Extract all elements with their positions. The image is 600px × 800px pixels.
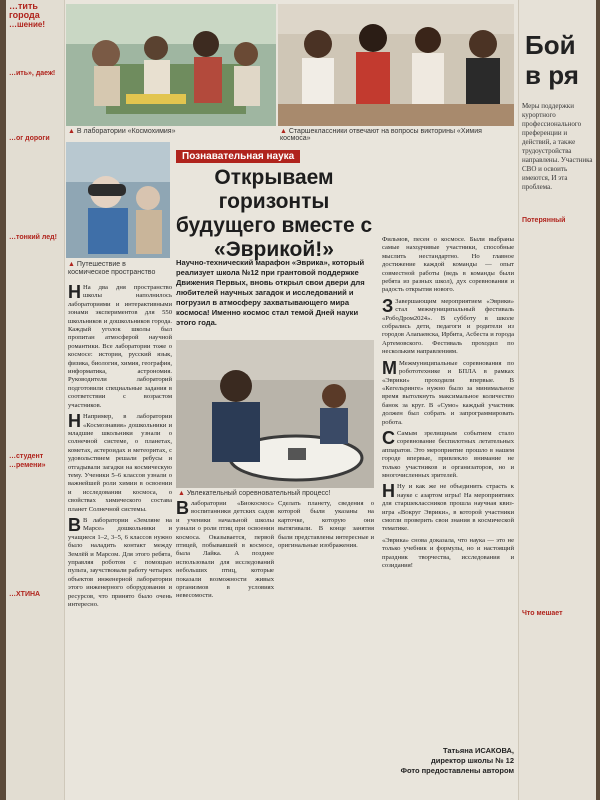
- left-column-red-head: …тонкий лед!: [9, 234, 57, 241]
- rubric-label: Познавательная наука: [176, 150, 300, 163]
- article-column-2: [176, 500, 274, 744]
- article-paragraph: Фильмов, песен о космосе. Были выбраны самые находчивые участники, способные мыслить нестандартно. Но главное достижение каждой команды — опыт совместной работы (ведь в команды были ребята из разных школ), дух соревнования и радость открытия нового.: [382, 236, 514, 294]
- article-lead: Научно-технический марафон «Эврика», который реализует школа №12 при грантовой поддержке Движения Первых, вновь открыл свои двери для любителей научных загадок и исследований и погрузил в атмосферу захватывающего мира космоса! Именно космос стал темой Дней науки этого года.: [176, 258, 365, 327]
- left-column-red-head: …ог дороги: [9, 135, 50, 142]
- photo-quiz-students: [278, 4, 514, 126]
- signature-photo-credit: Фото предоставлены автором: [400, 766, 514, 775]
- photo-space-travel: [66, 142, 170, 258]
- article-paragraph: Сделать планету, сведения о которой были указаны на карточке, которую они вытягивали. В конце занятия были представлены интересные и оригинальные изображения.: [278, 500, 374, 550]
- signature-name: Татьяна ИСАКОВА,: [442, 746, 514, 755]
- right-column: [518, 0, 596, 800]
- article-paragraph: М Межмуниципальные соревнования по робототехнике и БПЛА в рамках «Эврики» проходили впервые. В «Кегельринге» нужно было за минимальное время вытолкнуть максимальное количество банок за круг. В «Сумо» каждый участник должен был собрать и запрограммировать робота.: [382, 357, 514, 426]
- left-column-red-head: …ремени»: [9, 462, 46, 469]
- left-column-text: [9, 29, 61, 69]
- article-paragraph: Н Например, в лаборатории «Космознавия» дошкольники и младшие школьники узнали о солнечной системе, о планетах, кометах, астероидах и метеоритах, с удовольствием решали ребусы и отгадывали загадки на космическую тему. Ученики 5–6 классов узнали о важнейшей роли химии в освоении и исследовании космоса, о свойствах химического состава планет Солнечной системы.: [68, 411, 172, 513]
- article-headline: Открываем горизонты будущего вместе с «Эврикой!»: [175, 166, 373, 261]
- right-column-headline: Бой в ря: [525, 30, 579, 90]
- article-paragraph: С Самым зрелищным событием стало соревнование беспилотных летательных аппаратов. Это мероприятие прошло в нашем городе впервые, привлекло внимание не только участников и организаторов, но и многочисленных зрителей.: [382, 427, 514, 479]
- right-column-red-head: Потерянный: [522, 217, 566, 224]
- left-column-signature: …ХТИНА: [9, 591, 41, 598]
- left-column: [6, 0, 65, 800]
- article-signature: [386, 746, 514, 776]
- photo-cosmochemistry-lab: [66, 4, 276, 126]
- newspaper-page: [6, 0, 596, 800]
- caption-quiz: ▲ Старшеклассники отвечают на вопросы викторины «Химия космоса»: [280, 128, 482, 142]
- article-paragraph: Н Ну и как же не объединить страсть к науке с азартом игры! На мероприятиях для старшеклассников прошла научная квиз-игра «Вокруг Эврики», в которой участники смогли проверить свои знания в космической тематике.: [382, 481, 514, 533]
- caption-space-travel: ▲ Путешествие в космическое пространство: [68, 261, 156, 276]
- left-column-header: …тить города: [9, 1, 40, 20]
- article-column-2-right: [278, 500, 374, 744]
- caption-competition: ▲ Увлекательный соревновательный процесс!: [178, 490, 331, 497]
- left-column-red-head: …студент: [9, 453, 44, 460]
- article-paragraph: Влаборатории «Биокосмос» воспитанники детских садов и ученики начальной школы узнали о роли птиц при освоении космоса. Оказывается, первой птицей, побывавшей в космосе, была Лайка. А позднее использовали для исследований небольших птиц, которые показали возможности живых организмов в условиях невесомости.: [176, 500, 274, 600]
- article-paragraph: «Эврика» снова доказала, что наука — это не только учебник и формулы, но и настоящий праздник творчества, исследования и созидания!: [382, 536, 514, 570]
- left-column-subheader: …шение!: [9, 20, 45, 29]
- article-column-1: [68, 284, 172, 744]
- left-column-red-head: …ить», даеж!: [9, 70, 56, 77]
- right-column-red-head: Что мешает: [522, 610, 563, 617]
- article-paragraph: З Завершающим мероприятием «Эврики» стал межмуниципальный фестиваль «РобоДром2024». В субботу в школе собрались дети, педагоги и родители из городов Алапаевска, Ирбита, Асбеста и города Артемовского. Фестиваль проходил по нескольким направлениям.: [382, 295, 514, 356]
- right-column-body: Меры поддержки курортного профессионального преференции и действий, а также трудоустройства направлены. Участника СВО и освоить имеются, И эта проблема.: [522, 102, 593, 191]
- signature-role: директор школы № 12: [430, 756, 514, 765]
- article-column-3: [382, 236, 514, 744]
- article-paragraph: В В лаборатории «Земляне на Марсе» дошкольники и учащиеся 1–2, 3–5, 6 классов нужно было наладить контакт между Землёй и Марсом. Для этого ребята, управляя роботом с помощью пульта, заучствовали работу четырех объектов инженерной лаборатории этого инженерного оборудования и ресурсов, что принято было очень интересно.: [68, 514, 172, 609]
- caption-cosmochemistry: ▲ В лаборатории «Космохимия»: [68, 128, 176, 135]
- photo-robot-competition: [176, 340, 374, 488]
- article-paragraph: Н На два дня пространство школы наполнилось лабораториями и интерактивными зонами экспериментов для 550 школьников и дошкольников города. Каждый уголок школы был пропитан атмосферой научной романтики. Все лаборатории тоже о космосе: история, русский язык, физика, биология, химия, география, информатика, астрономия. Руководители лабораторий подготовили специальные задания в соответствии с возрастом участников.: [68, 284, 172, 409]
